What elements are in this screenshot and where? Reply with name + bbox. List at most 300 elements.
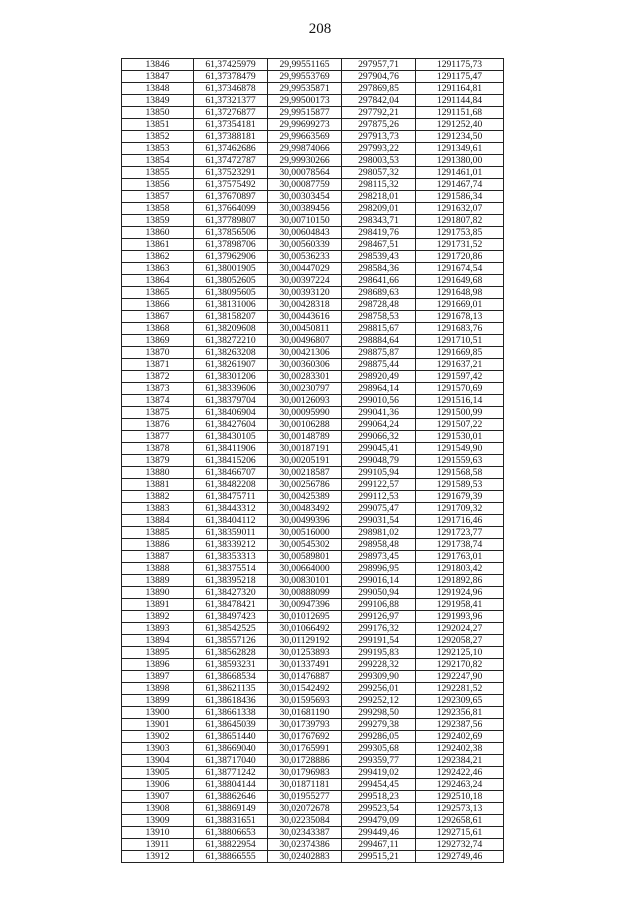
point-number-cell: 13911	[122, 839, 194, 851]
coordinate-table-body	[122, 59, 504, 863]
point-number-cell: 13849	[122, 95, 194, 107]
x-coordinate-cell: 299112,53	[342, 491, 416, 503]
latitude-cell: 61,38668534	[194, 671, 268, 683]
x-coordinate-cell: 297993,22	[342, 143, 416, 155]
longitude-cell: 30,00397224	[268, 275, 342, 287]
point-number-cell: 13868	[122, 323, 194, 335]
point-number-cell: 13853	[122, 143, 194, 155]
y-coordinate-cell: 1292356,81	[416, 707, 504, 719]
latitude-cell: 61,38427604	[194, 419, 268, 431]
longitude-cell: 30,00421306	[268, 347, 342, 359]
table-row	[122, 623, 504, 635]
latitude-cell: 61,38001905	[194, 263, 268, 275]
longitude-cell: 30,00483492	[268, 503, 342, 515]
y-coordinate-cell: 1291380,00	[416, 155, 504, 167]
longitude-cell: 30,00664000	[268, 563, 342, 575]
latitude-cell: 61,38866555	[194, 851, 268, 863]
point-number-cell: 13857	[122, 191, 194, 203]
longitude-cell: 30,00078564	[268, 167, 342, 179]
point-number-cell: 13905	[122, 767, 194, 779]
table-row	[122, 71, 504, 83]
table-row	[122, 395, 504, 407]
x-coordinate-cell: 299467,11	[342, 839, 416, 851]
y-coordinate-cell: 1291164,81	[416, 83, 504, 95]
y-coordinate-cell: 1291648,98	[416, 287, 504, 299]
table-row	[122, 815, 504, 827]
y-coordinate-cell: 1291530,01	[416, 431, 504, 443]
y-coordinate-cell: 1291507,22	[416, 419, 504, 431]
x-coordinate-cell: 298981,02	[342, 527, 416, 539]
latitude-cell: 61,38542525	[194, 623, 268, 635]
y-coordinate-cell: 1291892,86	[416, 575, 504, 587]
point-number-cell: 13901	[122, 719, 194, 731]
x-coordinate-cell: 297869,85	[342, 83, 416, 95]
point-number-cell: 13876	[122, 419, 194, 431]
table-row	[122, 503, 504, 515]
x-coordinate-cell: 299359,77	[342, 755, 416, 767]
x-coordinate-cell: 298728,48	[342, 299, 416, 311]
table-row	[122, 719, 504, 731]
x-coordinate-cell: 297904,76	[342, 71, 416, 83]
table-row	[122, 299, 504, 311]
y-coordinate-cell: 1291649,68	[416, 275, 504, 287]
y-coordinate-cell: 1291559,63	[416, 455, 504, 467]
table-row	[122, 827, 504, 839]
point-number-cell: 13907	[122, 791, 194, 803]
longitude-cell: 30,01739793	[268, 719, 342, 731]
y-coordinate-cell: 1292247,90	[416, 671, 504, 683]
longitude-cell: 30,00443616	[268, 311, 342, 323]
y-coordinate-cell: 1292387,56	[416, 719, 504, 731]
y-coordinate-cell: 1291679,39	[416, 491, 504, 503]
longitude-cell: 29,99553769	[268, 71, 342, 83]
point-number-cell: 13899	[122, 695, 194, 707]
longitude-cell: 30,00496807	[268, 335, 342, 347]
x-coordinate-cell: 299454,45	[342, 779, 416, 791]
table-row	[122, 467, 504, 479]
latitude-cell: 61,38443312	[194, 503, 268, 515]
latitude-cell: 61,38804144	[194, 779, 268, 791]
y-coordinate-cell: 1292281,52	[416, 683, 504, 695]
latitude-cell: 61,38771242	[194, 767, 268, 779]
table-row	[122, 143, 504, 155]
y-coordinate-cell: 1291683,76	[416, 323, 504, 335]
y-coordinate-cell: 1292463,24	[416, 779, 504, 791]
x-coordinate-cell: 299066,32	[342, 431, 416, 443]
point-number-cell: 13910	[122, 827, 194, 839]
point-number-cell: 13902	[122, 731, 194, 743]
point-number-cell: 13878	[122, 443, 194, 455]
table-row	[122, 155, 504, 167]
longitude-cell: 30,01728886	[268, 755, 342, 767]
table-row	[122, 311, 504, 323]
x-coordinate-cell: 299518,23	[342, 791, 416, 803]
latitude-cell: 61,38669040	[194, 743, 268, 755]
y-coordinate-cell: 1291349,61	[416, 143, 504, 155]
longitude-cell: 30,00589801	[268, 551, 342, 563]
y-coordinate-cell: 1292732,74	[416, 839, 504, 851]
longitude-cell: 30,01129192	[268, 635, 342, 647]
y-coordinate-cell: 1291738,74	[416, 539, 504, 551]
y-coordinate-cell: 1291753,85	[416, 227, 504, 239]
latitude-cell: 61,37425979	[194, 59, 268, 71]
latitude-cell: 61,37462686	[194, 143, 268, 155]
point-number-cell: 13895	[122, 647, 194, 659]
table-row	[122, 479, 504, 491]
x-coordinate-cell: 299523,54	[342, 803, 416, 815]
longitude-cell: 30,01253893	[268, 647, 342, 659]
y-coordinate-cell: 1291461,01	[416, 167, 504, 179]
x-coordinate-cell: 299228,32	[342, 659, 416, 671]
coordinate-table	[121, 58, 504, 863]
table-row	[122, 575, 504, 587]
latitude-cell: 61,38466707	[194, 467, 268, 479]
table-row	[122, 647, 504, 659]
table-row	[122, 695, 504, 707]
table-row	[122, 119, 504, 131]
table-row	[122, 851, 504, 863]
table-row	[122, 563, 504, 575]
x-coordinate-cell: 298964,14	[342, 383, 416, 395]
y-coordinate-cell: 1291731,52	[416, 239, 504, 251]
y-coordinate-cell: 1291467,74	[416, 179, 504, 191]
y-coordinate-cell: 1291586,34	[416, 191, 504, 203]
point-number-cell: 13884	[122, 515, 194, 527]
y-coordinate-cell: 1291589,53	[416, 479, 504, 491]
x-coordinate-cell: 298875,87	[342, 347, 416, 359]
table-row	[122, 599, 504, 611]
longitude-cell: 30,00425389	[268, 491, 342, 503]
y-coordinate-cell: 1291500,99	[416, 407, 504, 419]
y-coordinate-cell: 1291516,14	[416, 395, 504, 407]
x-coordinate-cell: 299298,50	[342, 707, 416, 719]
point-number-cell: 13856	[122, 179, 194, 191]
longitude-cell: 30,00303454	[268, 191, 342, 203]
longitude-cell: 30,01681190	[268, 707, 342, 719]
longitude-cell: 29,99515877	[268, 107, 342, 119]
x-coordinate-cell: 299309,90	[342, 671, 416, 683]
y-coordinate-cell: 1292422,46	[416, 767, 504, 779]
longitude-cell: 30,02343387	[268, 827, 342, 839]
latitude-cell: 61,38645039	[194, 719, 268, 731]
x-coordinate-cell: 298584,36	[342, 263, 416, 275]
x-coordinate-cell: 298973,45	[342, 551, 416, 563]
latitude-cell: 61,38375514	[194, 563, 268, 575]
y-coordinate-cell: 1291678,13	[416, 311, 504, 323]
latitude-cell: 61,37664099	[194, 203, 268, 215]
table-row	[122, 431, 504, 443]
table-row	[122, 671, 504, 683]
x-coordinate-cell: 298209,01	[342, 203, 416, 215]
latitude-cell: 61,38415206	[194, 455, 268, 467]
point-number-cell: 13874	[122, 395, 194, 407]
y-coordinate-cell: 1292510,18	[416, 791, 504, 803]
latitude-cell: 61,37575492	[194, 179, 268, 191]
x-coordinate-cell: 299479,09	[342, 815, 416, 827]
y-coordinate-cell: 1292749,46	[416, 851, 504, 863]
x-coordinate-cell: 298539,43	[342, 251, 416, 263]
latitude-cell: 61,38404112	[194, 515, 268, 527]
point-number-cell: 13886	[122, 539, 194, 551]
latitude-cell: 61,37472787	[194, 155, 268, 167]
table-row	[122, 791, 504, 803]
latitude-cell: 61,38475711	[194, 491, 268, 503]
point-number-cell: 13863	[122, 263, 194, 275]
longitude-cell: 30,00947396	[268, 599, 342, 611]
longitude-cell: 30,00148789	[268, 431, 342, 443]
table-row	[122, 515, 504, 527]
x-coordinate-cell: 299252,12	[342, 695, 416, 707]
point-number-cell: 13882	[122, 491, 194, 503]
x-coordinate-cell: 299195,83	[342, 647, 416, 659]
y-coordinate-cell: 1291549,90	[416, 443, 504, 455]
x-coordinate-cell: 299050,94	[342, 587, 416, 599]
point-number-cell: 13873	[122, 383, 194, 395]
x-coordinate-cell: 299105,94	[342, 467, 416, 479]
table-row	[122, 287, 504, 299]
x-coordinate-cell: 297842,04	[342, 95, 416, 107]
point-number-cell: 13906	[122, 779, 194, 791]
y-coordinate-cell: 1292715,61	[416, 827, 504, 839]
latitude-cell: 61,38411906	[194, 443, 268, 455]
table-row	[122, 95, 504, 107]
point-number-cell: 13897	[122, 671, 194, 683]
table-row	[122, 383, 504, 395]
latitude-cell: 61,38261907	[194, 359, 268, 371]
x-coordinate-cell: 299126,97	[342, 611, 416, 623]
latitude-cell: 61,38717040	[194, 755, 268, 767]
table-row	[122, 371, 504, 383]
table-row	[122, 707, 504, 719]
table-row	[122, 743, 504, 755]
longitude-cell: 30,00516000	[268, 527, 342, 539]
latitude-cell: 61,37789807	[194, 215, 268, 227]
y-coordinate-cell: 1292402,69	[416, 731, 504, 743]
x-coordinate-cell: 299122,57	[342, 479, 416, 491]
table-row	[122, 635, 504, 647]
y-coordinate-cell: 1292125,10	[416, 647, 504, 659]
y-coordinate-cell: 1291570,69	[416, 383, 504, 395]
longitude-cell: 29,99551165	[268, 59, 342, 71]
point-number-cell: 13903	[122, 743, 194, 755]
point-number-cell: 13866	[122, 299, 194, 311]
x-coordinate-cell: 299305,68	[342, 743, 416, 755]
point-number-cell: 13887	[122, 551, 194, 563]
latitude-cell: 61,37354181	[194, 119, 268, 131]
table-row	[122, 539, 504, 551]
x-coordinate-cell: 298884,64	[342, 335, 416, 347]
point-number-cell: 13846	[122, 59, 194, 71]
y-coordinate-cell: 1292309,65	[416, 695, 504, 707]
longitude-cell: 29,99874066	[268, 143, 342, 155]
latitude-cell: 61,37321377	[194, 95, 268, 107]
y-coordinate-cell: 1292573,13	[416, 803, 504, 815]
table-row	[122, 803, 504, 815]
longitude-cell: 30,01595693	[268, 695, 342, 707]
longitude-cell: 30,00205191	[268, 455, 342, 467]
x-coordinate-cell: 299031,54	[342, 515, 416, 527]
x-coordinate-cell: 299045,41	[342, 443, 416, 455]
point-number-cell: 13898	[122, 683, 194, 695]
table-row	[122, 491, 504, 503]
latitude-cell: 61,38406904	[194, 407, 268, 419]
point-number-cell: 13848	[122, 83, 194, 95]
point-number-cell: 13877	[122, 431, 194, 443]
latitude-cell: 61,38478421	[194, 599, 268, 611]
latitude-cell: 61,38557126	[194, 635, 268, 647]
latitude-cell: 61,37898706	[194, 239, 268, 251]
point-number-cell: 13871	[122, 359, 194, 371]
latitude-cell: 61,38831651	[194, 815, 268, 827]
point-number-cell: 13889	[122, 575, 194, 587]
latitude-cell: 61,38301206	[194, 371, 268, 383]
longitude-cell: 30,00545302	[268, 539, 342, 551]
longitude-cell: 30,01012695	[268, 611, 342, 623]
y-coordinate-cell: 1291144,84	[416, 95, 504, 107]
latitude-cell: 61,38430105	[194, 431, 268, 443]
x-coordinate-cell: 299279,38	[342, 719, 416, 731]
x-coordinate-cell: 298758,53	[342, 311, 416, 323]
latitude-cell: 61,38427320	[194, 587, 268, 599]
point-number-cell: 13885	[122, 527, 194, 539]
x-coordinate-cell: 299191,54	[342, 635, 416, 647]
longitude-cell: 30,00389456	[268, 203, 342, 215]
point-number-cell: 13872	[122, 371, 194, 383]
latitude-cell: 61,38131006	[194, 299, 268, 311]
latitude-cell: 61,38862646	[194, 791, 268, 803]
x-coordinate-cell: 299449,46	[342, 827, 416, 839]
point-number-cell: 13867	[122, 311, 194, 323]
point-number-cell: 13870	[122, 347, 194, 359]
latitude-cell: 61,38869149	[194, 803, 268, 815]
longitude-cell: 30,00830101	[268, 575, 342, 587]
longitude-cell: 30,02072678	[268, 803, 342, 815]
longitude-cell: 30,00360306	[268, 359, 342, 371]
point-number-cell: 13908	[122, 803, 194, 815]
table-row	[122, 263, 504, 275]
y-coordinate-cell: 1291710,51	[416, 335, 504, 347]
y-coordinate-cell: 1291958,41	[416, 599, 504, 611]
latitude-cell: 61,38661338	[194, 707, 268, 719]
point-number-cell: 13890	[122, 587, 194, 599]
latitude-cell: 61,38651440	[194, 731, 268, 743]
point-number-cell: 13891	[122, 599, 194, 611]
table-row	[122, 779, 504, 791]
x-coordinate-cell: 299286,05	[342, 731, 416, 743]
x-coordinate-cell: 297913,73	[342, 131, 416, 143]
longitude-cell: 30,01796983	[268, 767, 342, 779]
longitude-cell: 30,00499396	[268, 515, 342, 527]
longitude-cell: 29,99930266	[268, 155, 342, 167]
latitude-cell: 61,38095605	[194, 287, 268, 299]
table-row	[122, 239, 504, 251]
point-number-cell: 13862	[122, 251, 194, 263]
longitude-cell: 30,00450811	[268, 323, 342, 335]
longitude-cell: 30,01765991	[268, 743, 342, 755]
table-row	[122, 731, 504, 743]
x-coordinate-cell: 299064,24	[342, 419, 416, 431]
longitude-cell: 30,00283301	[268, 371, 342, 383]
y-coordinate-cell: 1291803,42	[416, 563, 504, 575]
longitude-cell: 29,99535871	[268, 83, 342, 95]
latitude-cell: 61,38395218	[194, 575, 268, 587]
table-row	[122, 59, 504, 71]
table-row	[122, 83, 504, 95]
x-coordinate-cell: 299419,02	[342, 767, 416, 779]
table-row	[122, 275, 504, 287]
x-coordinate-cell: 298641,66	[342, 275, 416, 287]
latitude-cell: 61,38618436	[194, 695, 268, 707]
point-number-cell: 13912	[122, 851, 194, 863]
y-coordinate-cell: 1291252,40	[416, 119, 504, 131]
latitude-cell: 61,38621135	[194, 683, 268, 695]
point-number-cell: 13909	[122, 815, 194, 827]
table-row	[122, 755, 504, 767]
x-coordinate-cell: 299176,32	[342, 623, 416, 635]
x-coordinate-cell: 298218,01	[342, 191, 416, 203]
longitude-cell: 29,99663569	[268, 131, 342, 143]
point-number-cell: 13869	[122, 335, 194, 347]
y-coordinate-cell: 1291175,73	[416, 59, 504, 71]
point-number-cell: 13860	[122, 227, 194, 239]
x-coordinate-cell: 299515,21	[342, 851, 416, 863]
longitude-cell: 30,02235084	[268, 815, 342, 827]
point-number-cell: 13859	[122, 215, 194, 227]
table-row	[122, 551, 504, 563]
latitude-cell: 61,38263208	[194, 347, 268, 359]
point-number-cell: 13854	[122, 155, 194, 167]
longitude-cell: 30,00087759	[268, 179, 342, 191]
latitude-cell: 61,38822954	[194, 839, 268, 851]
latitude-cell: 61,38359011	[194, 527, 268, 539]
longitude-cell: 30,00536233	[268, 251, 342, 263]
longitude-cell: 30,01955277	[268, 791, 342, 803]
table-row	[122, 359, 504, 371]
longitude-cell: 30,00126093	[268, 395, 342, 407]
table-row	[122, 443, 504, 455]
table-row	[122, 527, 504, 539]
point-number-cell: 13904	[122, 755, 194, 767]
latitude-cell: 61,38339212	[194, 539, 268, 551]
point-number-cell: 13900	[122, 707, 194, 719]
y-coordinate-cell: 1292402,38	[416, 743, 504, 755]
y-coordinate-cell: 1291637,21	[416, 359, 504, 371]
latitude-cell: 61,38379704	[194, 395, 268, 407]
latitude-cell: 61,37962906	[194, 251, 268, 263]
longitude-cell: 30,00604843	[268, 227, 342, 239]
table-row	[122, 347, 504, 359]
latitude-cell: 61,38806653	[194, 827, 268, 839]
y-coordinate-cell: 1291597,42	[416, 371, 504, 383]
point-number-cell: 13865	[122, 287, 194, 299]
longitude-cell: 30,00393120	[268, 287, 342, 299]
longitude-cell: 30,00428318	[268, 299, 342, 311]
point-number-cell: 13879	[122, 455, 194, 467]
latitude-cell: 61,38158207	[194, 311, 268, 323]
x-coordinate-cell: 297957,71	[342, 59, 416, 71]
table-row	[122, 455, 504, 467]
x-coordinate-cell: 298467,51	[342, 239, 416, 251]
point-number-cell: 13850	[122, 107, 194, 119]
table-row	[122, 839, 504, 851]
point-number-cell: 13864	[122, 275, 194, 287]
x-coordinate-cell: 298958,48	[342, 539, 416, 551]
latitude-cell: 61,38209608	[194, 323, 268, 335]
longitude-cell: 30,00230797	[268, 383, 342, 395]
longitude-cell: 29,99500173	[268, 95, 342, 107]
y-coordinate-cell: 1291924,96	[416, 587, 504, 599]
latitude-cell: 61,37276877	[194, 107, 268, 119]
